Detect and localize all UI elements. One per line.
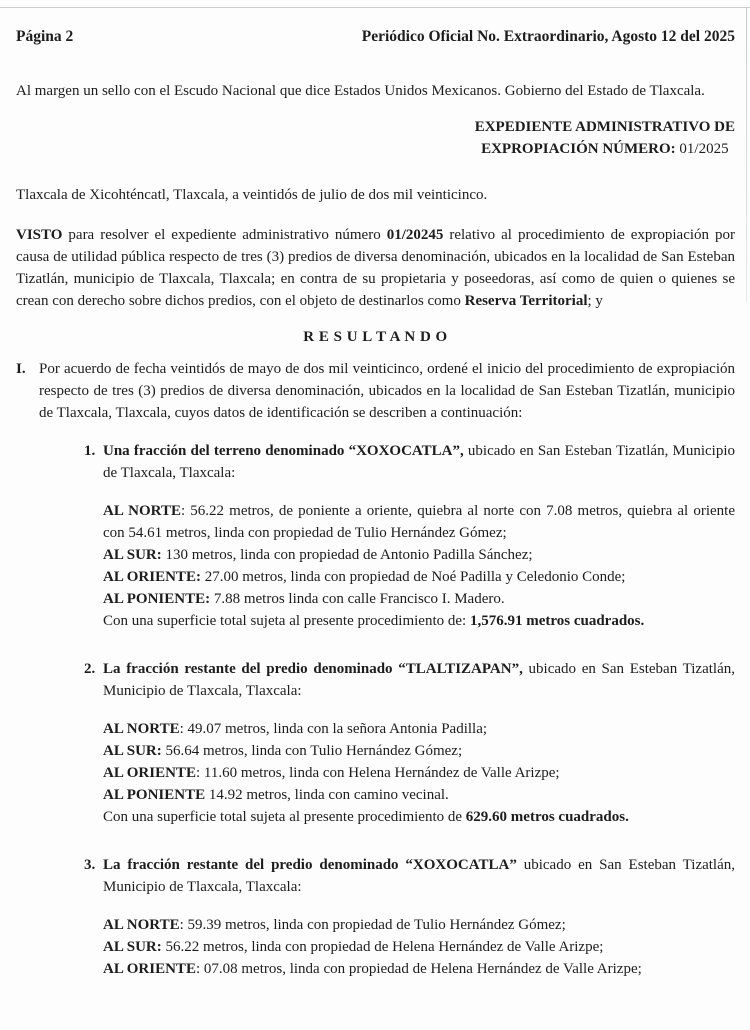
property-area-value: 629.60 metros cuadrados. — [465, 809, 629, 825]
property-location: ubicado en San Esteban Tizatlán, Municipio de Tlaxcala, Tlaxcala: — [103, 857, 735, 895]
property-list — [16, 440, 735, 980]
property-number: 1. — [84, 443, 96, 459]
property-number: 2. — [84, 661, 96, 677]
property-item — [84, 658, 735, 828]
boundary-label: AL SUR: — [103, 743, 162, 759]
property-boundaries — [103, 914, 735, 980]
boundary-label: AL NORTE — [103, 917, 180, 933]
boundary-text: 14.92 metros, linda con camino vecinal. — [205, 787, 449, 803]
page-number-label: Página 2 — [16, 28, 74, 45]
visto-case-number: 01/20245 — [386, 227, 444, 243]
visto-part2: relativo al procedimiento de expropiación por causa de utilidad pública respecto de tres (3) predios de diversa denominación, ubicados en la localidad de San Esteban Tizatlán, municipio de Tlaxcala, Tlaxcala; en contra de su propietaria y poseedoras, así como de quien o quienes se crean con derecho sobre dichos predios, con el objeto de destinarlos como — [16, 227, 736, 309]
gazette-title: Periódico Oficial No. Extraordinario, Agosto 12 del 2025 — [361, 28, 735, 45]
boundary-label: AL NORTE — [103, 503, 181, 519]
boundary-label: AL PONIENTE — [103, 787, 206, 803]
property-boundaries — [103, 500, 735, 610]
property-number: 3. — [84, 857, 96, 873]
boundary-line — [103, 958, 735, 980]
boundary-label: AL SUR: — [103, 939, 162, 955]
boundary-text: 56.22 metros, linda con propiedad de Helena Hernández de Valle Arizpe; — [161, 939, 604, 955]
property-item — [84, 854, 735, 980]
property-area-value: 1,576.91 metros cuadrados. — [469, 613, 645, 629]
expediente-number-value: 01/2025 — [675, 141, 729, 157]
boundary-line — [103, 740, 735, 762]
property-location: ubicado en San Esteban Tizatlán, Municipio de Tlaxcala, Tlaxcala: — [103, 661, 735, 699]
property-title — [103, 854, 735, 898]
property-body — [103, 658, 735, 828]
boundary-line — [103, 718, 735, 740]
resultando-text: Por acuerdo de fecha veintidós de mayo de dos mil veinticinco, ordené el inicio del procedimiento de expropiación respecto de tres (3) predios de diversa denominación, ubicados en la localidad de San Esteban Tizatlán, municipio de Tlaxcala, Tlaxcala, cuyos datos de identificación se describen a continuación: — [39, 361, 735, 421]
property-title — [103, 440, 735, 484]
boundary-line — [103, 500, 735, 544]
property-name: La fracción restante del predio denominado “TLALTIZAPAN”, — [103, 661, 523, 677]
boundary-line — [103, 762, 735, 784]
boundary-text: : 07.08 metros, linda con propiedad de Helena Hernández de Valle Arizpe; — [195, 961, 642, 977]
date-line: Tlaxcala de Xicohténcatl, Tlaxcala, a veintidós de julio de dos mil veinticinco. — [16, 187, 488, 203]
boundary-line — [103, 914, 735, 936]
property-name: La fracción restante del predio denominado “XOXOCATLA” — [103, 857, 517, 873]
boundary-label: AL SUR: — [103, 547, 162, 563]
boundary-label: AL ORIENTE: — [103, 569, 201, 585]
property-title — [103, 658, 735, 702]
visto-lead: VISTO — [16, 227, 63, 243]
boundary-text: : 11.60 metros, linda con Helena Hernández de Valle Arizpe; — [195, 765, 560, 781]
property-body — [103, 854, 735, 980]
boundary-text: 56.64 metros, linda con Tulio Hernández Gómez; — [161, 743, 463, 759]
property-name: Una fracción del terreno denominado “XOXOCATLA”, — [103, 443, 464, 459]
seal-paragraph: Al margen un sello con el Escudo Nacional que dice Estados Unidos Mexicanos. Gobierno del Estado de Tlaxcala. — [16, 83, 705, 99]
property-location: ubicado en San Esteban Tizatlán, Municipio de Tlaxcala, Tlaxcala: — [103, 443, 735, 481]
visto-part1: para resolver el expediente administrativo número — [62, 227, 387, 243]
property-area-line — [103, 806, 735, 828]
boundary-line — [103, 566, 735, 588]
visto-emphasis: Reserva Territorial — [464, 293, 588, 309]
boundary-text: : 56.22 metros, de poniente a oriente, quiebra al norte con 7.08 metros, quiebra al oriente con 54.61 metros, linda con propiedad de Tulio Hernández Gómez; — [103, 503, 735, 541]
scan-border-right — [746, 7, 747, 302]
boundary-line — [103, 936, 735, 958]
expediente-line1: EXPEDIENTE ADMINISTRATIVO DE — [474, 119, 735, 135]
visto-paragraph — [16, 224, 735, 312]
boundary-text: : 59.39 metros, linda con propiedad de Tulio Hernández Gómez; — [179, 917, 566, 933]
property-area-prefix: Con una superficie total sujeta al presente procedimiento de — [103, 809, 466, 825]
property-boundaries — [103, 718, 735, 806]
boundary-label: AL NORTE — [103, 721, 180, 737]
property-body — [103, 440, 735, 632]
property-area-prefix: Con una superficie total sujeta al presente procedimiento de: — [103, 613, 470, 629]
expediente-line2 — [475, 138, 735, 160]
property-item — [84, 440, 735, 632]
property-area-line — [103, 610, 735, 632]
expediente-block — [475, 116, 735, 160]
page-header — [16, 26, 735, 48]
boundary-line — [103, 544, 735, 566]
visto-part3: ; y — [587, 293, 603, 309]
scan-border-top — [0, 7, 750, 8]
boundary-label: AL ORIENTE — [103, 765, 196, 781]
expediente-number-label: EXPROPIACIÓN NÚMERO: — [481, 141, 676, 157]
resultando-heading: R E S U L T A N D O — [303, 329, 448, 345]
boundary-line — [103, 784, 735, 806]
resultando-numeral: I. — [16, 361, 26, 377]
resultando-item — [16, 358, 735, 424]
boundary-label: AL PONIENTE: — [103, 591, 211, 607]
boundary-text: 130 metros, linda con propiedad de Antonio Padilla Sánchez; — [161, 547, 533, 563]
boundary-line — [103, 588, 735, 610]
boundary-text: 27.00 metros, linda con propiedad de Noé Padilla y Celedonio Conde; — [200, 569, 626, 585]
boundary-label: AL ORIENTE — [103, 961, 196, 977]
boundary-text: : 49.07 metros, linda con la señora Antonia Padilla; — [179, 721, 488, 737]
boundary-text: 7.88 metros linda con calle Francisco I. Madero. — [210, 591, 505, 607]
